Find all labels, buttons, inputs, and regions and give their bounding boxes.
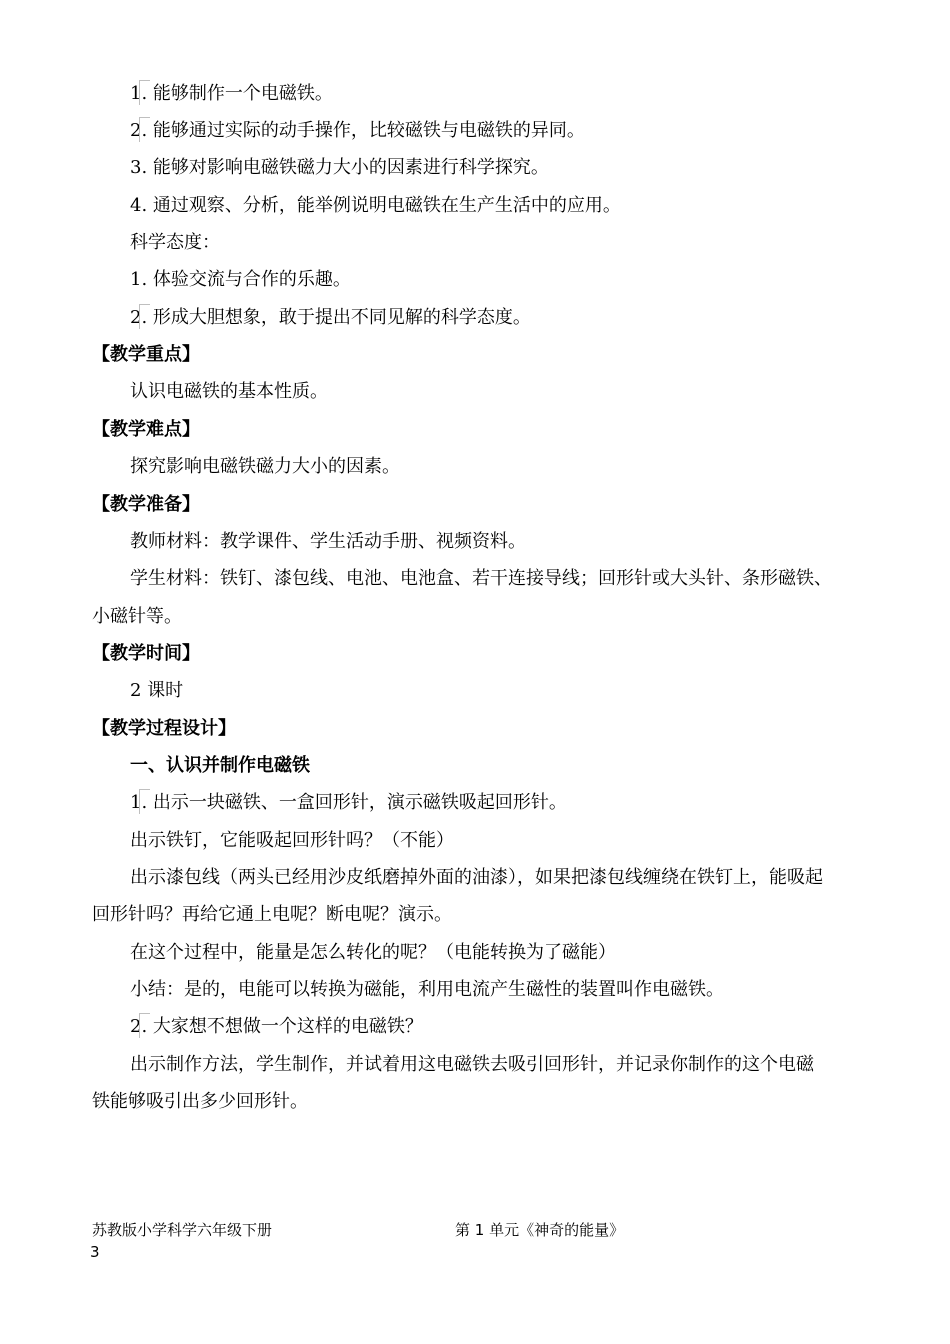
footer-book-title: 苏教版小学科学六年级下册 xyxy=(92,1221,273,1239)
attitude-text: 体验交流与合作的乐趣。 xyxy=(152,269,351,290)
objective-text: 通过观察、分析，能举例说明电磁铁在生产生活中的应用。 xyxy=(152,195,621,216)
objective-text: 能够通过实际的动手操作，比较磁铁与电磁铁的异同。 xyxy=(152,120,585,141)
objective-text: 能够制作一个电磁铁。 xyxy=(152,83,333,104)
list-number: 4. xyxy=(130,195,148,216)
objective-item xyxy=(130,82,333,106)
student-materials-continued: 小磁针等。 xyxy=(92,606,182,627)
paragraph: 出示漆包线（两头已经用沙皮纸磨掉外面的油漆），如果把漆包线缠绕在铁钉上，能吸起 xyxy=(130,867,823,888)
key-point-text: 认识电磁铁的基本性质。 xyxy=(130,381,328,402)
section-title: 一、认识并制作电磁铁 xyxy=(130,755,310,776)
attitude-label: 科学态度： xyxy=(130,232,220,253)
time-text: 2 课时 xyxy=(130,680,184,701)
list-number: 1. xyxy=(130,792,148,813)
paragraph: 在这个过程中，能量是怎么转化的呢？（电能转换为了磁能） xyxy=(130,942,616,963)
objective-item xyxy=(130,156,549,180)
objective-item xyxy=(130,119,585,143)
step-text: 出示一块磁铁、一盒回形针，演示磁铁吸起回形针。 xyxy=(152,792,567,813)
paragraph: 出示铁钉，它能吸起回形针吗？（不能） xyxy=(130,830,454,851)
attitude-text: 形成大胆想象，敢于提出不同见解的科学态度。 xyxy=(152,307,531,328)
paragraph-continued: 回形针吗？再给它通上电呢？断电呢？演示。 xyxy=(92,904,452,925)
list-number: 2. xyxy=(130,307,148,328)
difficulty-text: 探究影响电磁铁磁力大小的因素。 xyxy=(130,456,400,477)
list-number: 2. xyxy=(130,1016,148,1037)
footer-unit-title: 第 1 单元《神奇的能量》 xyxy=(455,1221,625,1239)
paragraph: 小结：是的，电能可以转换为磁能，利用电流产生磁性的装置叫作电磁铁。 xyxy=(130,979,724,1000)
objective-text: 能够对影响电磁铁磁力大小的因素进行科学探究。 xyxy=(152,157,549,178)
step-item xyxy=(130,791,567,815)
difficulty-heading: 【教学难点】 xyxy=(92,419,200,440)
teacher-materials: 教师材料：教学课件、学生活动手册、视频资料。 xyxy=(130,531,526,552)
objective-item xyxy=(130,194,621,218)
step-item xyxy=(130,1015,423,1039)
list-number: 3. xyxy=(130,157,148,178)
time-heading: 【教学时间】 xyxy=(92,643,200,664)
paragraph: 出示制作方法，学生制作，并试着用这电磁铁去吸引回形针，并记录你制作的这个电磁 xyxy=(130,1054,814,1075)
paragraph-continued: 铁能够吸引出多少回形针。 xyxy=(92,1091,308,1112)
list-number: 2. xyxy=(130,120,148,141)
step-text: 大家想不想做一个这样的电磁铁？ xyxy=(152,1016,423,1037)
list-number: 1. xyxy=(130,269,148,290)
key-point-heading: 【教学重点】 xyxy=(92,344,200,365)
student-materials: 学生材料：铁钉、漆包线、电池、电池盒、若干连接导线；回形针或大头针、条形磁铁、 xyxy=(130,568,832,589)
list-number: 1. xyxy=(130,83,148,104)
preparation-heading: 【教学准备】 xyxy=(92,494,200,515)
attitude-item xyxy=(130,306,531,330)
attitude-item xyxy=(130,268,351,292)
process-heading: 【教学过程设计】 xyxy=(92,718,236,739)
page-number: 3 xyxy=(90,1243,100,1261)
